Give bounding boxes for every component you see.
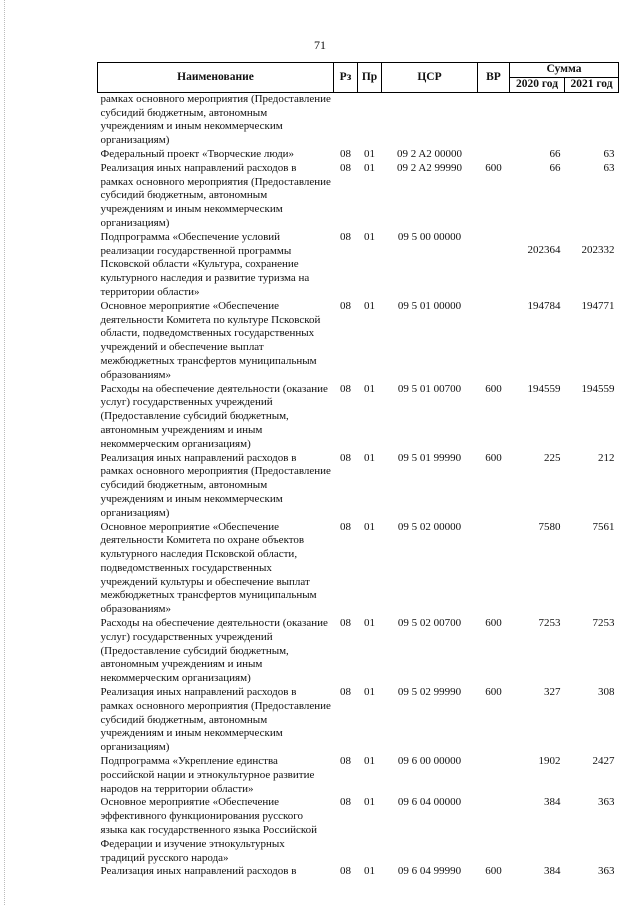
row-name: Федеральный проект «Творческие люди» xyxy=(100,147,295,160)
row-csr: 09 5 02 00700 xyxy=(397,617,462,630)
row-rz: 08 xyxy=(340,451,351,464)
row-sum-2020: 1902 xyxy=(538,755,561,768)
row-pr: 01 xyxy=(364,147,375,160)
row-sum-2021: 308 xyxy=(598,686,615,699)
row-rz: 08 xyxy=(340,299,351,312)
table-row xyxy=(98,755,619,796)
row-sum-2021: 2427 xyxy=(592,755,615,768)
row-pr: 01 xyxy=(364,451,375,464)
row-sum-2021: 7561 xyxy=(592,520,615,533)
table-row xyxy=(98,231,619,300)
table-body xyxy=(98,92,619,879)
table-row xyxy=(98,383,619,452)
row-vr: 600 xyxy=(485,617,502,630)
row-csr: 09 5 01 99990 xyxy=(397,451,462,464)
row-csr: 09 5 01 00700 xyxy=(397,382,462,395)
row-sum-2020: 7253 xyxy=(538,617,561,630)
row-csr: 09 6 00 00000 xyxy=(397,755,462,768)
table-row xyxy=(98,686,619,755)
row-pr: 01 xyxy=(364,686,375,699)
budget-table xyxy=(97,62,619,879)
row-csr: 09 5 02 00000 xyxy=(397,520,462,533)
row-csr: 09 6 04 99990 xyxy=(397,865,462,878)
row-sum-2020: 225 xyxy=(544,451,561,464)
row-rz: 08 xyxy=(340,230,351,243)
row-sum-2020: 202364 xyxy=(527,243,561,256)
row-rz: 08 xyxy=(340,796,351,809)
row-name: Подпрограмма «Укрепление единства российской нации и этнокультурное развитие народов на территории области» xyxy=(100,755,315,795)
row-pr: 01 xyxy=(364,230,375,243)
row-sum-2020 xyxy=(510,92,565,148)
header-year-2021: 2021 год xyxy=(565,78,619,93)
row-sum-2021: 202332 xyxy=(581,243,615,256)
row-vr: 600 xyxy=(485,161,502,174)
row-name: рамках основного мероприятия (Предоставление субсидий бюджетным, автономным учреждениям и иным некоммерческим организациям) xyxy=(100,92,331,147)
row-csr: 09 5 01 00000 xyxy=(397,299,462,312)
header-sum: Сумма xyxy=(510,63,619,78)
header-rz: Рз xyxy=(334,63,358,93)
row-name: Основное мероприятие «Обеспечение деятельности Комитета по культуре Псковской области, подведомственных государственных учреждений и обеспечение выплат межбюджетных трансфертов муниципальным образованиям» xyxy=(100,299,321,381)
row-name: Реализация иных направлений расходов в xyxy=(100,865,297,878)
row-sum-2020: 66 xyxy=(549,161,561,174)
row-sum-2021: 212 xyxy=(598,451,615,464)
row-csr: 09 2 A2 00000 xyxy=(396,147,463,160)
row-rz: 08 xyxy=(340,147,351,160)
row-sum-2021: 194559 xyxy=(581,382,615,395)
row-vr xyxy=(478,92,510,148)
row-rz: 08 xyxy=(340,755,351,768)
row-sum-2020: 194559 xyxy=(527,382,561,395)
row-sum-2020: 384 xyxy=(544,796,561,809)
row-name: Реализация иных направлений расходов в рамках основного мероприятия (Предоставление субсидий бюджетным, автономным учреждениям и иным некоммерческим организациям) xyxy=(100,686,331,754)
row-name: Реализация иных направлений расходов в рамках основного мероприятия (Предоставление субсидий бюджетным, автономным учреждениям и иным некоммерческим организациям) xyxy=(100,451,331,519)
header-pr: Пр xyxy=(358,63,382,93)
row-vr xyxy=(478,521,510,618)
row-rz: 08 xyxy=(340,617,351,630)
row-sum-2021: 7253 xyxy=(592,617,615,630)
row-pr: 01 xyxy=(364,161,375,174)
row-vr: 600 xyxy=(485,865,502,878)
table-row xyxy=(98,92,619,148)
table-header xyxy=(98,63,619,93)
row-vr: 600 xyxy=(485,451,502,464)
row-vr xyxy=(478,796,510,865)
header-vr: ВР xyxy=(478,63,510,93)
header-csr: ЦСР xyxy=(382,63,478,93)
row-vr: 600 xyxy=(485,686,502,699)
table-row xyxy=(98,796,619,865)
row-csr: 09 5 02 99990 xyxy=(397,686,462,699)
row-pr: 01 xyxy=(364,382,375,395)
row-sum-2020: 384 xyxy=(544,865,561,878)
table-row xyxy=(98,162,619,231)
row-pr: 01 xyxy=(364,755,375,768)
row-name: Расходы на обеспечение деятельности (оказание услуг) государственных учреждений (Предоставление субсидий бюджетным, автономным учреждениям и иным некоммерческим организациям) xyxy=(100,382,328,450)
table-row xyxy=(98,617,619,686)
header-name: Наименование xyxy=(98,63,334,93)
row-sum-2020: 7580 xyxy=(538,520,561,533)
table-row xyxy=(98,521,619,618)
row-name: Реализация иных направлений расходов в рамках основного мероприятия (Предоставление субсидий бюджетным, автономным учреждениям и иным некоммерческим организациям) xyxy=(100,161,331,229)
row-sum-2020: 194784 xyxy=(527,299,561,312)
row-csr: 09 6 04 00000 xyxy=(397,796,462,809)
row-name: Расходы на обеспечение деятельности (оказание услуг) государственных учреждений (Предоставление субсидий бюджетным, автономным учреждениям и иным некоммерческим организациям) xyxy=(100,617,328,685)
row-csr: 09 5 00 00000 xyxy=(397,230,462,243)
table-row xyxy=(98,452,619,521)
scan-edge xyxy=(4,0,6,905)
row-vr: 600 xyxy=(485,382,502,395)
row-rz: 08 xyxy=(340,382,351,395)
row-rz: 08 xyxy=(340,686,351,699)
row-name: Подпрограмма «Обеспечение условий реализации государственной программы Псковской области «Культура, сохранение культурного наследия и развитие туризма на территории области» xyxy=(100,230,310,298)
table-row xyxy=(98,300,619,383)
header-year-2020: 2020 год xyxy=(510,78,565,93)
row-pr: 01 xyxy=(364,299,375,312)
row-pr: 01 xyxy=(364,520,375,533)
row-sum-2021: 363 xyxy=(598,796,615,809)
row-vr xyxy=(478,300,510,383)
row-vr xyxy=(478,148,510,162)
row-sum-2021: 363 xyxy=(598,865,615,878)
table-row xyxy=(98,865,619,879)
page-number: 71 xyxy=(314,38,326,52)
row-rz: 08 xyxy=(340,865,351,878)
row-pr: 01 xyxy=(364,617,375,630)
row-name: Основное мероприятие «Обеспечение эффективного функционирования русского языка как государственного языка Российской Федерации и изучение этнокультурных традиций русского народа» xyxy=(100,796,318,864)
row-pr: 01 xyxy=(364,865,375,878)
table-row xyxy=(98,148,619,162)
row-rz: 08 xyxy=(340,161,351,174)
row-sum-2021: 194771 xyxy=(581,299,615,312)
row-name: Основное мероприятие «Обеспечение деятельности Комитета по охране объектов культурного наследия Псковской области, подведомственных государственных учреждений культуры и обеспечение выплат межбюджетных трансфертов муниципальным образованиям» xyxy=(100,520,317,616)
row-csr: 09 2 A2 99990 xyxy=(396,161,463,174)
row-sum-2021: 63 xyxy=(603,161,615,174)
row-sum-2021: 63 xyxy=(603,147,615,160)
row-vr xyxy=(478,231,510,300)
row-pr xyxy=(358,92,382,148)
row-rz xyxy=(334,92,358,148)
row-sum-2021 xyxy=(565,92,619,148)
row-sum-2020: 66 xyxy=(549,147,561,160)
row-csr xyxy=(382,92,478,148)
row-sum-2020: 327 xyxy=(544,686,561,699)
row-rz: 08 xyxy=(340,520,351,533)
row-pr: 01 xyxy=(364,796,375,809)
row-vr xyxy=(478,755,510,796)
